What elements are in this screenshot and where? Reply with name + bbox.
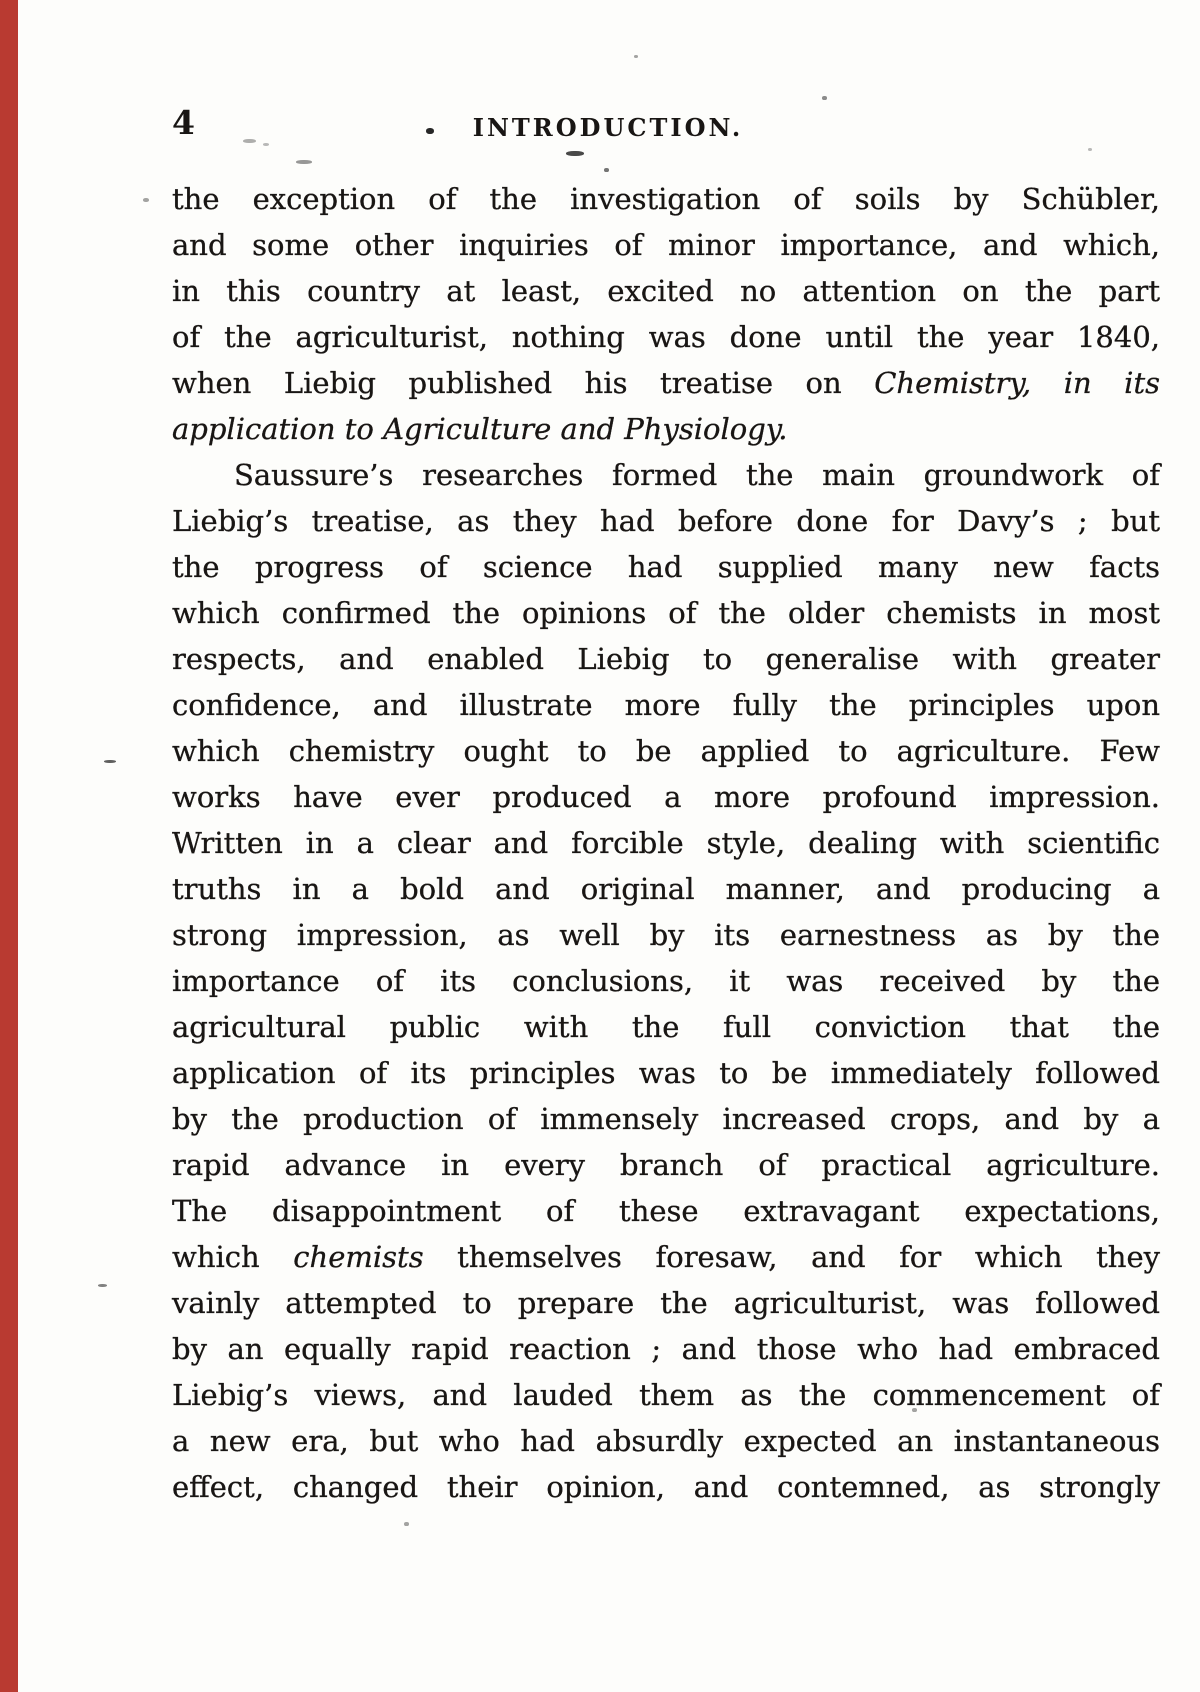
text-line (172, 820, 1160, 866)
text-line (172, 728, 1160, 774)
text-line (172, 268, 1160, 314)
text-segment: which confirmed the opinions of the older chemists in most (172, 596, 1160, 630)
text-segment: agricultural public with the full conviction that the (172, 1010, 1160, 1044)
text-segment: vainly attempted to prepare the agriculturist, was followed (172, 1286, 1160, 1320)
text-line (172, 1142, 1160, 1188)
text-line (172, 958, 1160, 1004)
ink-speck (143, 198, 149, 202)
running-header-title: INTRODUCTION. (472, 113, 744, 142)
text-line (172, 314, 1160, 360)
italic-text-segment: chemists (293, 1240, 424, 1274)
text-segment: application of its principles was to be immediately followed (172, 1056, 1160, 1090)
ink-speck (426, 128, 434, 134)
ink-speck (604, 168, 609, 172)
text-segment: the progress of science had supplied many new facts (172, 550, 1160, 584)
text-line (172, 544, 1160, 590)
page-number: 4 (172, 103, 195, 142)
text-line (172, 406, 1160, 452)
text-line (172, 1464, 1160, 1510)
text-line (172, 452, 1160, 498)
text-line (172, 866, 1160, 912)
text-segment: by the production of immensely increased crops, and by a (172, 1102, 1160, 1136)
text-segment: when Liebig published his treatise on (172, 366, 875, 400)
ink-speck (296, 160, 312, 164)
ink-speck (634, 55, 638, 58)
text-line (172, 360, 1160, 406)
text-line (172, 682, 1160, 728)
text-line (172, 222, 1160, 268)
text-segment: The disappointment of these extravagant expectations, (172, 1194, 1160, 1228)
text-line (172, 1418, 1160, 1464)
text-line (172, 912, 1160, 958)
text-segment: by an equally rapid reaction ; and those who had embraced (172, 1332, 1160, 1366)
ink-speck (404, 1522, 409, 1526)
text-segment: Liebig’s views, and lauded them as the commencement of (172, 1378, 1160, 1412)
text-segment: in this country at least, excited no attention on the part (172, 274, 1160, 308)
text-segment: and some other inquiries of minor importance, and which, (172, 228, 1160, 262)
text-segment: works have ever produced a more profound impression. (172, 780, 1160, 814)
text-segment: truths in a bold and original manner, and producing a (172, 872, 1160, 906)
text-segment: strong impression, as well by its earnestness as by the (172, 918, 1160, 952)
text-segment: of the agriculturist, nothing was done until the year 1840, (172, 320, 1160, 354)
ink-speck (98, 1284, 107, 1287)
text-line (172, 1234, 1160, 1280)
text-line (172, 1280, 1160, 1326)
ink-speck (566, 151, 584, 156)
text-line (172, 1372, 1160, 1418)
ink-speck (822, 96, 827, 100)
text-line (172, 1096, 1160, 1142)
text-line (172, 498, 1160, 544)
text-segment: rapid advance in every branch of practical agriculture. (172, 1148, 1160, 1182)
text-segment: Saussure’s researches formed the main groundwork of (234, 458, 1160, 492)
italic-text-segment: Chemistry, in its (874, 366, 1160, 400)
text-segment: the exception of the investigation of soils by Schübler, (172, 182, 1160, 216)
text-segment: Written in a clear and forcible style, dealing with scientific (172, 826, 1160, 860)
text-line (172, 1326, 1160, 1372)
text-line (172, 1188, 1160, 1234)
text-line (172, 1050, 1160, 1096)
text-segment: Liebig’s treatise, as they had before done for Davy’s ; but (172, 504, 1160, 538)
text-line (172, 590, 1160, 636)
text-line (172, 1004, 1160, 1050)
italic-text-segment: application to Agriculture and Physiology. (172, 412, 788, 446)
red-spine-strip (0, 0, 18, 1692)
text-segment: effect, changed their opinion, and contemned, as strongly (172, 1470, 1160, 1504)
text-line (172, 774, 1160, 820)
text-line (172, 176, 1160, 222)
ink-speck (243, 139, 256, 143)
ink-speck (263, 143, 269, 146)
text-segment: which chemistry ought to be applied to agriculture. Few (172, 734, 1160, 768)
text-segment: a new era, but who had absurdly expected an instantaneous (172, 1424, 1160, 1458)
ink-speck (104, 760, 116, 763)
ink-speck (912, 1408, 917, 1412)
text-segment: respects, and enabled Liebig to generalise with greater (172, 642, 1160, 676)
text-segment: themselves foresaw, and for which they (423, 1240, 1160, 1274)
ink-speck (1088, 148, 1092, 151)
text-segment: which (172, 1240, 294, 1274)
body-text (172, 176, 1160, 1510)
text-segment: confidence, and illustrate more fully the principles upon (172, 688, 1160, 722)
text-line (172, 636, 1160, 682)
text-segment: importance of its conclusions, it was received by the (172, 964, 1160, 998)
